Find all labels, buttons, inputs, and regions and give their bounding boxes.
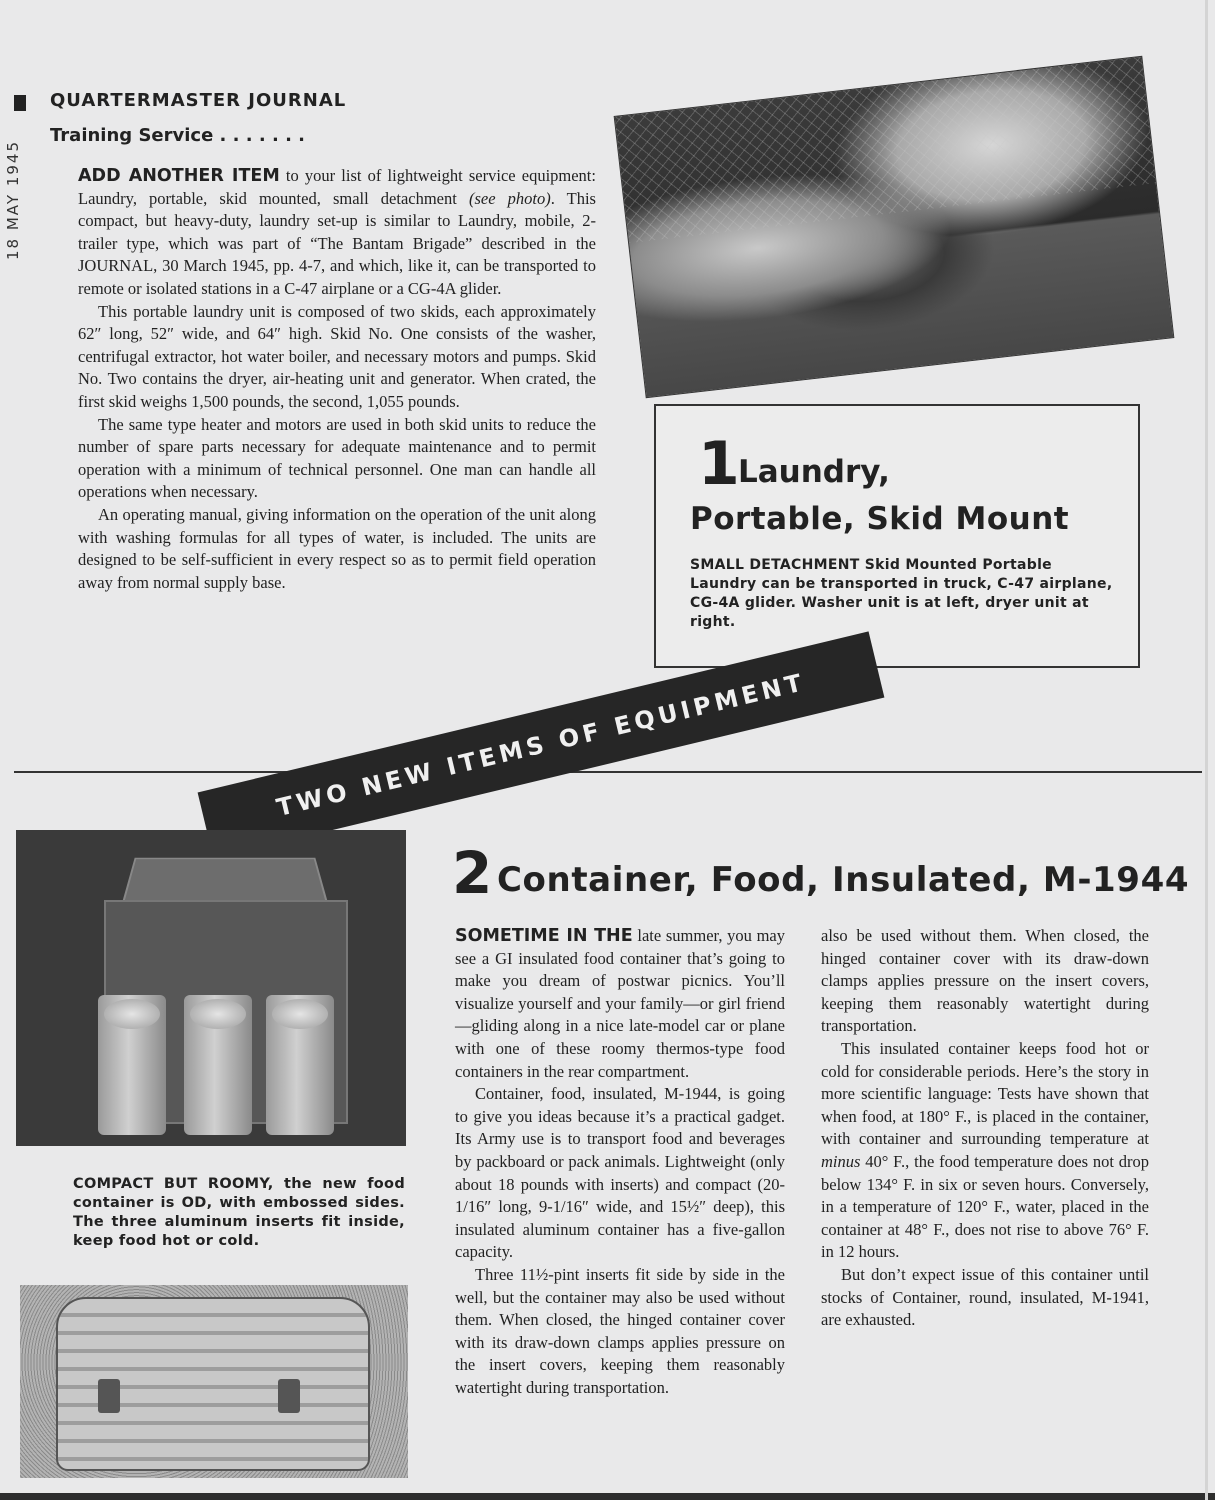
- article2-paragraph-continued: also be used without them. When closed, the hinged container cover with its draw-down clamps applies pressure on the insert covers, keeping them reasonably watertight during transportation.: [821, 926, 1149, 1036]
- article2-paragraph: [821, 1038, 1149, 1264]
- food-container-caption: COMPACT BUT ROOMY, the new food container is OD, with embossed sides. The three aluminum inserts fit inside, keep food hot or cold.: [73, 1176, 405, 1249]
- insert-can: [98, 995, 166, 1135]
- section-divider: [14, 771, 1202, 773]
- bottom-rule: [0, 1493, 1215, 1500]
- article1-paragraph: This portable laundry unit is composed of two skids, each approximately 62″ long, 52″ wide, and 64″ high. Skid No. One consists of the washer, centrifugal extractor, hot water boiler, and necessary motors and pumps. Skid No. Two contains the dryer, air-heating unit and generator. When crated, the first skid weighs 1,500 pounds, the second, 1,055 pounds.: [78, 301, 596, 411]
- article2-text: 40° F., the food temperature does not drop below 134° F. in six or seven hours. Conversely, in a temperature of 120° F., water, placed in the container at 48° F., does not rise to above 76° F. in 12 hours.: [821, 1151, 1149, 1262]
- food-container-open-photo: [16, 830, 406, 1146]
- article1-paragraph: An operating manual, giving information on the operation of the unit along with washing formulas for all types of water, is included. The units are designed to be self-sufficient in every respect so as to permit field operation away from normal supply base.: [78, 504, 596, 592]
- issue-date-text: 18 MAY 1945: [4, 140, 22, 260]
- caption1-title-line1: Laundry,: [738, 454, 890, 490]
- section-title: Training Service . . . . . . .: [50, 125, 306, 146]
- article2-paragraph: But don’t expect issue of this container until stocks of Container, round, insulated, M-1941, are exhausted.: [821, 1264, 1149, 1330]
- article2-column-1: [455, 925, 785, 1397]
- article2-column-2: [821, 925, 1149, 1332]
- banner-text: TWO NEW ITEMS OF EQUIPMENT: [273, 668, 809, 822]
- laundry-photo: [614, 56, 1175, 398]
- journal-title: QUARTERMASTER JOURNAL: [50, 90, 347, 111]
- article1-italic: (see photo): [468, 188, 551, 208]
- header-mark: [14, 95, 26, 111]
- latch: [278, 1379, 300, 1413]
- article2-text: This insulated container keeps food hot or cold for considerable periods. Here’s the story in more scientific language: Tests have shown that when food, at 180° F., is placed in the container, with container and surrounding temperature at: [821, 1038, 1149, 1149]
- item-number-1: 1: [698, 429, 740, 499]
- article1-paragraph: The same type heater and motors are used in both skid units to reduce the number of spare parts necessary for adequate maintenance and to permit operation with a minimum of technical personnel. One man can handle all operations when necessary.: [78, 414, 596, 502]
- article2-lead: SOMETIME IN THE: [455, 926, 633, 946]
- insert-can: [184, 995, 252, 1135]
- issue-date: [0, 125, 26, 275]
- article1-body: [78, 165, 596, 594]
- article2-paragraph: Container, food, insulated, M-1944, is going to give you ideas because it’s a practical gadget. Its Army use is to transport food and beverages by packboard or pack animals. Lightweight (only about 18 pounds with inserts) and compact (20-1/16″ long, 9-1/16″ wide, and 15½″ deep), this insulated aluminum container has a five-gallon capacity.: [455, 1084, 785, 1262]
- equipment-banner: [198, 631, 885, 858]
- laundry-caption-box: [654, 404, 1140, 668]
- insert-can: [266, 995, 334, 1135]
- page-edge: [1205, 0, 1208, 1500]
- article1-text: to your list of lightweight service equipment: Laundry, portable, skid mounted, small detachment: [78, 166, 596, 208]
- article2-title: Container, Food, Insulated, M-1944: [497, 860, 1190, 900]
- article2-text: late summer, you may see a GI insulated food container that’s going to make you dream of postwar picnics. You’ll visualize yourself and your family—or girl friend—gliding along in a nice late-model car or plane with one of these roomy thermos-type food containers in the rear compartment.: [455, 926, 785, 1081]
- fence-texture: [615, 57, 1156, 243]
- caption1-text: SMALL DETACHMENT Skid Mounted Portable Laundry can be transported in truck, C-47 airplane, CG-4A glider. Washer unit is at left, dryer unit at right.: [690, 557, 1113, 630]
- article2-paragraph: Three 11½-pint inserts fit side by side in the well, but the container may also be used without them. When closed, the hinged container cover with its draw-down clamps applies pressure on the insert covers, keeping them reasonably watertight during transportation.: [455, 1264, 785, 1397]
- article1-lead: ADD ANOTHER ITEM: [78, 166, 280, 186]
- closed-container: [56, 1297, 370, 1471]
- caption1-title-line2: Portable, Skid Mount: [690, 501, 1070, 537]
- article1-text: . This compact, but heavy-duty, laundry set-up is similar to Laundry, mobile, 2-trailer type, which was part of “The Bantam Brigade” described in the JOURNAL, 30 March 1945, pp. 4-7, and which, like it, can be transported to remote or isolated stations in a C-47 airplane or a CG-4A glider.: [78, 188, 596, 298]
- food-container-closed-photo: [20, 1285, 408, 1478]
- article2-paragraph: [455, 925, 785, 1083]
- article2-italic: minus: [821, 1151, 861, 1171]
- item-number-2: 2: [452, 839, 493, 907]
- latch: [98, 1379, 120, 1413]
- article1-paragraph: [78, 165, 596, 301]
